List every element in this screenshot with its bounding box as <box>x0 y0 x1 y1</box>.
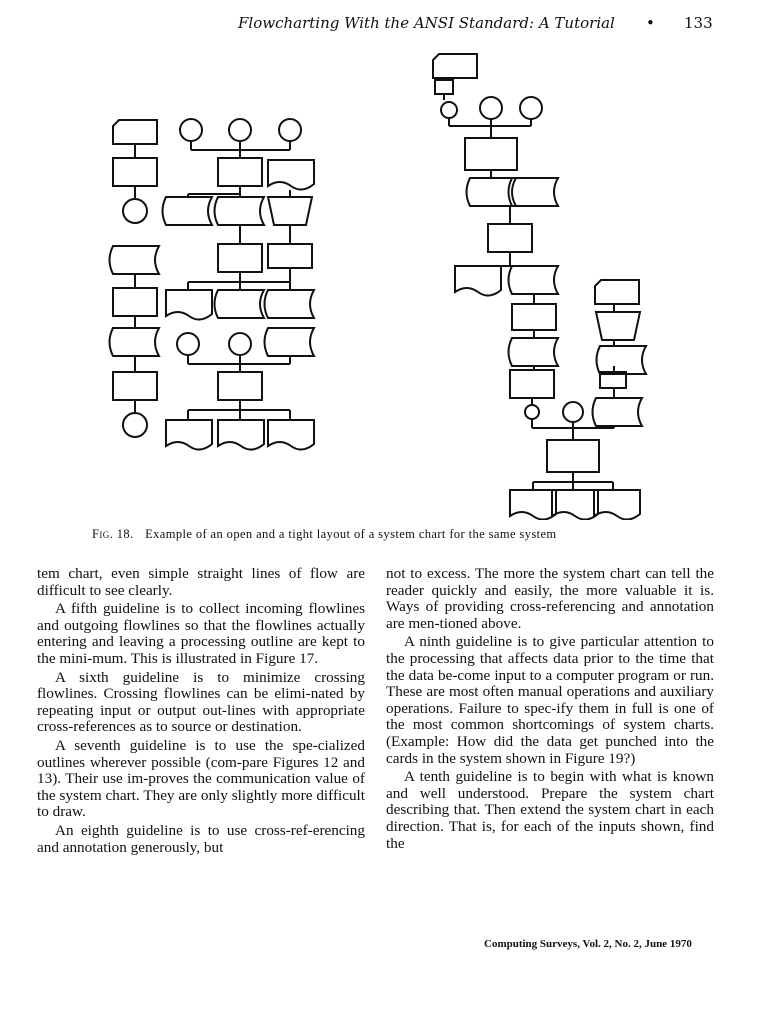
open-layout-chart <box>110 119 315 450</box>
figure-18-flowcharts <box>0 40 768 520</box>
paragraph: A seventh guideline is to use the spe-cialized outlines wherever possible (com-pare Figures 12 and 13). Their use im-proves the communication value of the system chart. They are only slightly more difficult to draw. <box>37 736 365 821</box>
page-number: 133 <box>684 14 713 32</box>
figure-caption-text: Example of an open and a tight layout of a system chart for the same system <box>145 527 557 541</box>
running-title: Flowcharting With the ANSI Standard: A Tutorial <box>238 14 615 32</box>
figure-label: Fig. 18. <box>92 527 134 541</box>
right-column <box>386 566 714 854</box>
running-header <box>0 12 768 36</box>
left-column <box>37 566 365 858</box>
figure-caption <box>92 527 692 542</box>
tight-layout-chart <box>433 54 646 520</box>
paragraph: An eighth guideline is to use cross-ref-erencing and annotation generously, but <box>37 821 365 856</box>
paragraph: A tenth guideline is to begin with what is known and well understood. Prepare the system chart describing that. Then extend the system chart in each direction. That is, for each of the inputs shown, find the <box>386 768 714 852</box>
journal-footer: Computing Surveys, Vol. 2, No. 2, June 1970 <box>484 938 692 950</box>
paragraph: A fifth guideline is to collect incoming flowlines and outgoing flowlines so that the flowlines actually entering and leaving a processing outline are kept to the mini-mum. This is illustrated in Figure 17. <box>37 600 365 667</box>
paragraph: A ninth guideline is to give particular attention to the processing that affects data prior to the time that the data be-come input to a computer program or run. These are most often manual operations and auxiliary operations. Failure to spec-ify them in full is one of the most common shortcomings of system charts. (Example: How did the data get punched into the cards in the system shown in Figure 19?) <box>386 633 714 767</box>
header-bullet: • <box>646 14 655 32</box>
paragraph: not to excess. The more the system chart can tell the reader quickly and easily, the more valuable it is. Ways of providing cross-referencing and annotation are men-tioned above. <box>386 565 714 632</box>
paragraph: A sixth guideline is to minimize crossing flowlines. Crossing flowlines can be elimi-nated by repeating input or output out-lines with appropriate cross-references as to source or destination. <box>37 668 365 736</box>
paragraph: tem chart, even simple straight lines of flow are difficult to see clearly. <box>37 565 365 599</box>
